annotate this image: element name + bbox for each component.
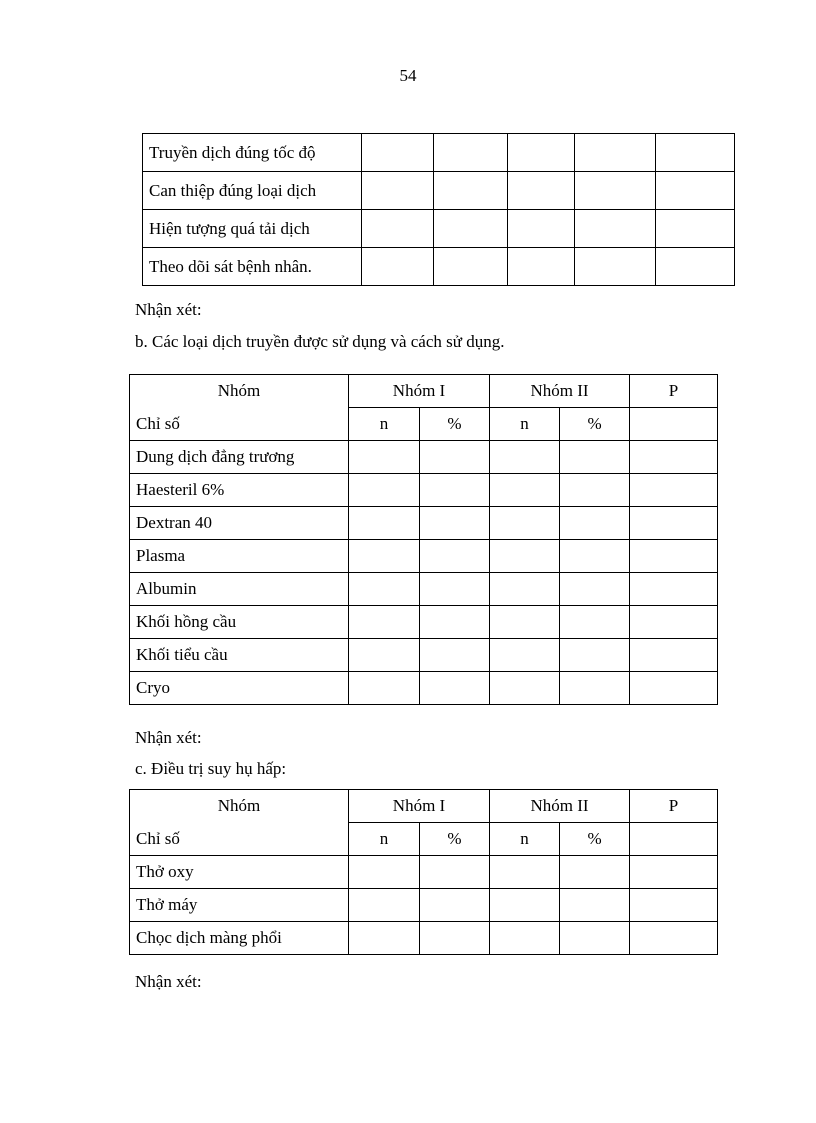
cell [560, 922, 630, 955]
cell [630, 474, 718, 507]
table-header-row [130, 823, 718, 856]
cell [560, 474, 630, 507]
cell [490, 606, 560, 639]
remark-label: Nhận xét: [135, 728, 202, 747]
cell [490, 856, 560, 889]
table-row [143, 172, 735, 210]
header-percent: % [560, 823, 630, 856]
cell [420, 507, 490, 540]
cell [630, 823, 718, 856]
row-label: Khối hồng cầu [130, 606, 349, 639]
table-row [130, 474, 718, 507]
cell [349, 606, 420, 639]
cell [630, 639, 718, 672]
cell [630, 922, 718, 955]
cell [349, 856, 420, 889]
cell [434, 134, 508, 172]
row-label: Plasma [130, 540, 349, 573]
header-n: n [490, 408, 560, 441]
section-c-heading: c. Điều trị suy hụ hấp: [135, 759, 287, 778]
table-row [130, 889, 718, 922]
row-label: Hiện tượng quá tải dịch [143, 210, 362, 248]
table-row [130, 573, 718, 606]
header-group-2: Nhóm II [490, 375, 630, 408]
cell [349, 672, 420, 705]
cell [508, 172, 575, 210]
cell [560, 606, 630, 639]
cell [420, 922, 490, 955]
remark-label: Nhận xét: [135, 300, 202, 319]
cell [349, 922, 420, 955]
cell [420, 540, 490, 573]
header-percent: % [420, 823, 490, 856]
table-header-row [130, 790, 718, 823]
row-label: Dextran 40 [130, 507, 349, 540]
header-group-2: Nhóm II [490, 790, 630, 823]
cell [349, 474, 420, 507]
table-row [130, 441, 718, 474]
header-group: Nhóm [130, 790, 349, 823]
cell [656, 248, 735, 286]
header-p: P [630, 790, 718, 823]
row-label: Theo dõi sát bệnh nhân. [143, 248, 362, 286]
respiratory-treatment-table [129, 789, 718, 955]
header-group: Nhóm [130, 375, 349, 408]
row-label: Cryo [130, 672, 349, 705]
table-header-row [130, 375, 718, 408]
cell [508, 134, 575, 172]
cell [349, 507, 420, 540]
row-label: Albumin [130, 573, 349, 606]
section-b-heading: b. Các loại dịch truyền được sử dụng và cách sử dụng. [135, 332, 505, 351]
cell [420, 441, 490, 474]
cell [362, 210, 434, 248]
cell [630, 441, 718, 474]
cell [656, 134, 735, 172]
cell [434, 210, 508, 248]
table-row [130, 856, 718, 889]
table-row [130, 540, 718, 573]
cell [490, 573, 560, 606]
cell [575, 134, 656, 172]
cell [508, 210, 575, 248]
table-row [143, 210, 735, 248]
cell [560, 672, 630, 705]
cell [630, 540, 718, 573]
page-number: 54 [399, 66, 417, 85]
table-row [130, 639, 718, 672]
row-label: Chọc dịch màng phổi [130, 922, 349, 955]
cell [490, 507, 560, 540]
cell [560, 856, 630, 889]
table-row [143, 134, 735, 172]
cell [575, 172, 656, 210]
cell [560, 441, 630, 474]
fluid-types-table [129, 374, 718, 705]
cell [420, 639, 490, 672]
table-row [130, 922, 718, 955]
cell [656, 172, 735, 210]
remark-label: Nhận xét: [135, 972, 202, 991]
cell [656, 210, 735, 248]
header-index: Chỉ số [130, 823, 349, 856]
cell [349, 441, 420, 474]
cell [490, 474, 560, 507]
cell [434, 248, 508, 286]
cell [490, 672, 560, 705]
cell [630, 606, 718, 639]
cell [630, 507, 718, 540]
header-group-1: Nhóm I [349, 790, 490, 823]
cell [490, 889, 560, 922]
cell [630, 672, 718, 705]
row-label: Truyền dịch đúng tốc độ [143, 134, 362, 172]
table-row [130, 606, 718, 639]
cell [349, 889, 420, 922]
cell [362, 172, 434, 210]
row-label: Can thiệp đúng loại dịch [143, 172, 362, 210]
fluid-monitoring-table [142, 133, 735, 286]
row-label: Haesteril 6% [130, 474, 349, 507]
header-group-1: Nhóm I [349, 375, 490, 408]
cell [560, 540, 630, 573]
cell [490, 441, 560, 474]
header-n: n [349, 408, 420, 441]
cell [560, 639, 630, 672]
header-p: P [630, 375, 718, 408]
row-label: Thở máy [130, 889, 349, 922]
table-row [130, 507, 718, 540]
cell [560, 573, 630, 606]
header-index: Chỉ số [130, 408, 349, 441]
cell [490, 922, 560, 955]
cell [362, 134, 434, 172]
header-n: n [490, 823, 560, 856]
cell [560, 889, 630, 922]
cell [420, 672, 490, 705]
cell [490, 639, 560, 672]
row-label: Thở oxy [130, 856, 349, 889]
cell [349, 573, 420, 606]
cell [349, 639, 420, 672]
cell [630, 856, 718, 889]
cell [575, 210, 656, 248]
cell [490, 540, 560, 573]
cell [420, 856, 490, 889]
table-row [130, 672, 718, 705]
cell [508, 248, 575, 286]
cell [420, 889, 490, 922]
cell [420, 474, 490, 507]
row-label: Dung dịch đẳng trương [130, 441, 349, 474]
cell [349, 540, 420, 573]
table-header-row [130, 408, 718, 441]
cell [420, 606, 490, 639]
cell [630, 408, 718, 441]
header-percent: % [420, 408, 490, 441]
cell [560, 507, 630, 540]
cell [630, 889, 718, 922]
header-percent: % [560, 408, 630, 441]
cell [434, 172, 508, 210]
cell [630, 573, 718, 606]
row-label: Khối tiểu cầu [130, 639, 349, 672]
header-n: n [349, 823, 420, 856]
cell [362, 248, 434, 286]
cell [420, 573, 490, 606]
table-row [143, 248, 735, 286]
cell [575, 248, 656, 286]
